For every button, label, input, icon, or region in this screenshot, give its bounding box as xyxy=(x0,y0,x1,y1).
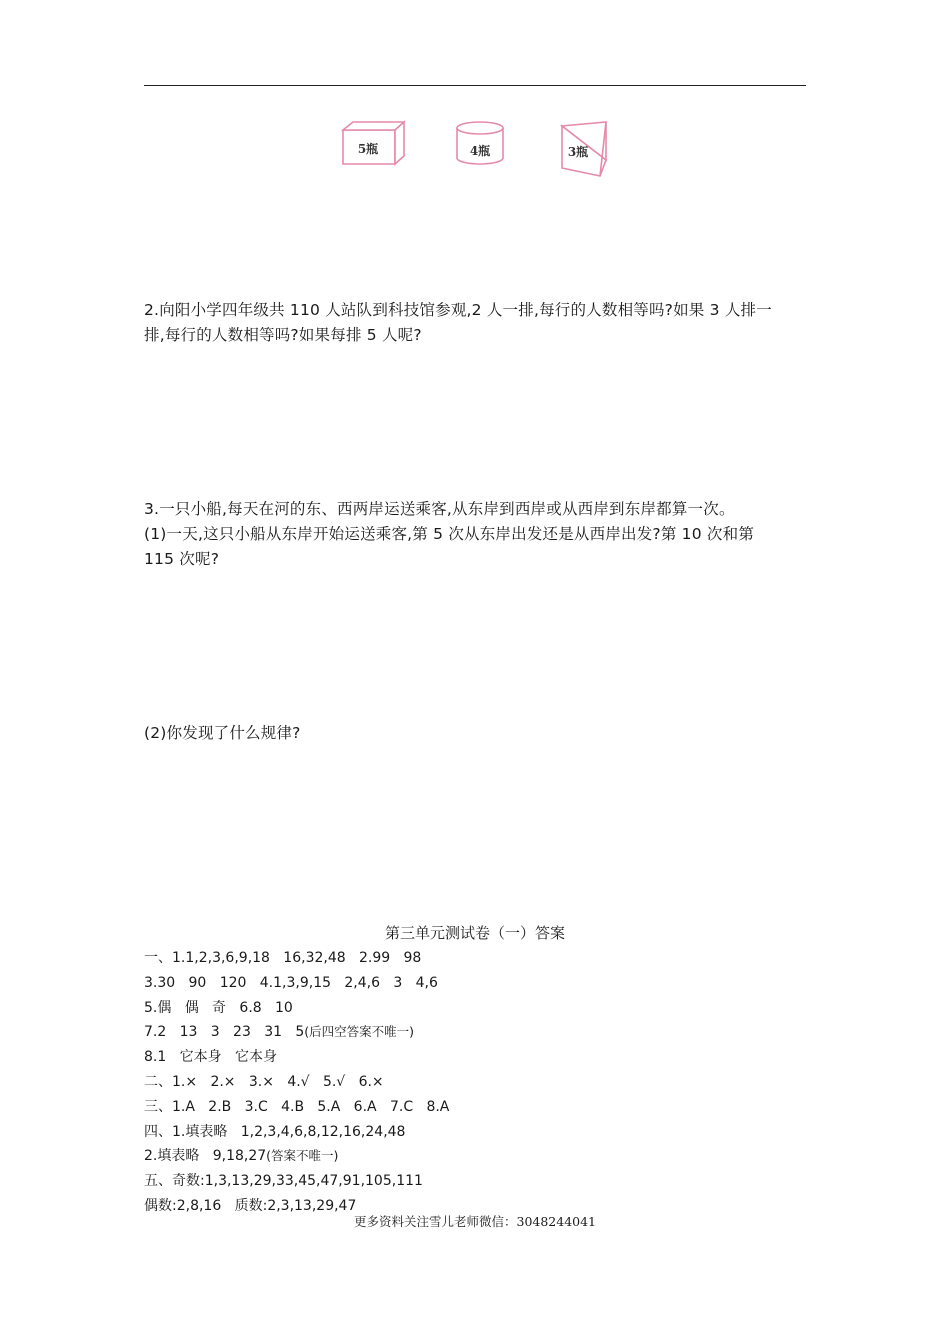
top-rule xyxy=(144,85,806,86)
answer-line: 三、1.A 2.B 3.C 4.B 5.A 6.A 7.C 8.A xyxy=(144,1098,450,1115)
cylinder-icon xyxy=(455,120,505,166)
question-3-part-2 xyxy=(144,721,814,746)
answer-title: 第三单元测试卷（一）答案 xyxy=(384,924,565,942)
answer-line: 二、1.× 2.× 3.× 4.√ 5.√ 6.× xyxy=(144,1073,384,1090)
answer-line: 四、1.填表略 1,2,3,4,6,8,12,16,24,48 xyxy=(144,1123,406,1140)
answer-line: 8.1 它本身 它本身 xyxy=(144,1049,277,1066)
question-text: 3.一只小船,每天在河的东、西两岸运送乘客,从东岸到西岸或从西岸到东岸都算一次。 xyxy=(144,500,735,518)
figure-row xyxy=(0,120,950,182)
figure-label: 5瓶 xyxy=(357,142,379,156)
answer-line: 5.偶 偶 奇 6.8 10 xyxy=(144,999,293,1016)
question-text: (2)你发现了什么规律? xyxy=(144,724,301,742)
question-text: 115 次呢? xyxy=(144,550,220,568)
question-text: 2.向阳小学四年级共 110 人站队到科技馆参观,2 人一排,每行的人数相等吗?如果 3 人排一 xyxy=(144,301,772,319)
figure-label: 3瓶 xyxy=(567,145,589,159)
answer-line xyxy=(144,1020,814,1045)
question-text: (1)一天,这只小船从东岸开始运送乘客,第 5 次从东岸出发还是从西岸出发?第 10 次和第 xyxy=(144,525,755,543)
answer-line: 3.30 90 120 4.1,3,9,15 2,4,6 3 4,6 xyxy=(144,974,438,991)
answer-line: 偶数:2,8,16 质数:2,3,13,29,47 xyxy=(144,1197,357,1214)
answer-text: 7.2 13 3 23 31 5 xyxy=(144,1024,305,1041)
question-3 xyxy=(144,497,814,572)
answer-note: (答案不唯一) xyxy=(266,1148,339,1164)
answer-line: 五、奇数:1,3,13,29,33,45,47,91,105,111 xyxy=(144,1173,423,1190)
answer-list xyxy=(144,946,814,1219)
footer-note: 更多资料关注雪儿老师微信：3048244041 xyxy=(353,1214,597,1229)
question-text: 排,每行的人数相等吗?如果每排 5 人呢? xyxy=(144,326,422,344)
cuboid-icon xyxy=(341,120,405,166)
answer-line xyxy=(144,1144,814,1169)
figure-label: 4瓶 xyxy=(469,144,491,158)
triangular-prism-icon xyxy=(560,120,610,180)
answer-line: 一、1.1,2,3,6,9,18 16,32,48 2.99 98 xyxy=(144,950,422,966)
answer-note: (后四空答案不唯一) xyxy=(304,1024,415,1040)
question-2 xyxy=(144,298,814,348)
answer-text: 2.填表略 9,18,27 xyxy=(144,1148,267,1165)
